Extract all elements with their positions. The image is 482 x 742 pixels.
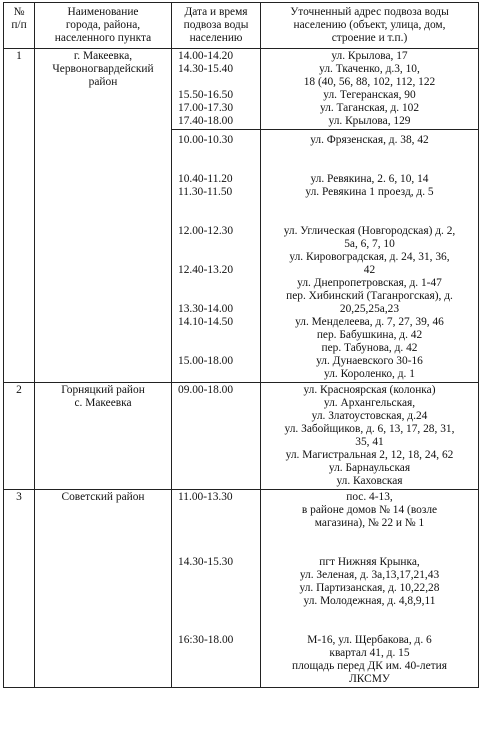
row-addresses: ул. Фрязенская, д. 38, 42 ул. Ревякина, 2. 6, 10, 14 ул. Ревякина 1 проезд, д. 5 ул. Углическая (Новгородская) д. 2, 5а, 6, 7, 10 ул. Кировоградская, д. 24, 31, 36, 42 ул. Днепропетровская, д. 1-47 пер. Хибинский (Таганрогская), д. 20,25,25а,23 ул. Менделеева, д. 7, 27, 39, 46 пер. Бабушкина, д. 42 пер. Табунова, д. 42 ул. Дунаевского 30-16 ул. Короленко, д. 1 xyxy=(261,130,479,383)
row-number: 1 xyxy=(4,49,35,383)
header-address: Уточненный адрес подвоза воды населению (объект, улица, дом, строение и т.п.) xyxy=(261,3,479,49)
table-row xyxy=(4,383,479,490)
row-number: 2 xyxy=(4,383,35,490)
row-times: 09.00-18.00 xyxy=(172,383,261,490)
row-times: 11.00-13.30 14.30-15.30 16:30-18.00 xyxy=(172,490,261,688)
water-delivery-table xyxy=(3,2,479,688)
row-addresses: пос. 4-13, в районе домов № 14 (возле магазина), № 22 и № 1 пгт Нижняя Крынка, ул. Зеленая, д. 3а,13,17,21,43 ул. Партизанская, д. 10,22,28 ул. Молодежная, д. 4,8,9,11 М-16, ул. Щербакова, д. 6 квартал 41, д. 15 площадь перед ДК им. 40-летия ЛКСМУ xyxy=(261,490,479,688)
header-time: Дата и время подвоза воды населению xyxy=(172,3,261,49)
row-number: 3 xyxy=(4,490,35,688)
row-city: Советский район xyxy=(35,490,172,688)
table-row xyxy=(4,49,479,130)
table-row xyxy=(4,490,479,688)
header-city: Наименование города, района, населенного пункта xyxy=(35,3,172,49)
header-num: № п/п xyxy=(4,3,35,49)
header-row xyxy=(4,3,479,49)
row-city: г. Макеевка, Червоногвардейский район xyxy=(35,49,172,383)
row-times: 14.00-14.20 14.30-15.40 15.50-16.50 17.00-17.30 17.40-18.00 xyxy=(172,49,261,130)
row-addresses: ул. Красноярская (колонка) ул. Архангельская, ул. Златоустовская, д.24 ул. Забойщиков, д. 6, 13, 17, 28, 31, 35, 41 ул. Магистральная 2, 12, 18, 24, 62 ул. Барнаульская ул. Каховская xyxy=(261,383,479,490)
row-city: Горняцкий район с. Макеевка xyxy=(35,383,172,490)
row-addresses: ул. Крылова, 17 ул. Ткаченко, д.3, 10, 18 (40, 56, 88, 102, 112, 122 ул. Тегеранская, 90 ул. Таганская, д. 102 ул. Крылова, 129 xyxy=(261,49,479,130)
row-times: 10.00-10.30 10.40-11.20 11.30-11.50 12.00-12.30 12.40-13.20 13.30-14.00 14.10-14.50 15.00-18.00 xyxy=(172,130,261,383)
